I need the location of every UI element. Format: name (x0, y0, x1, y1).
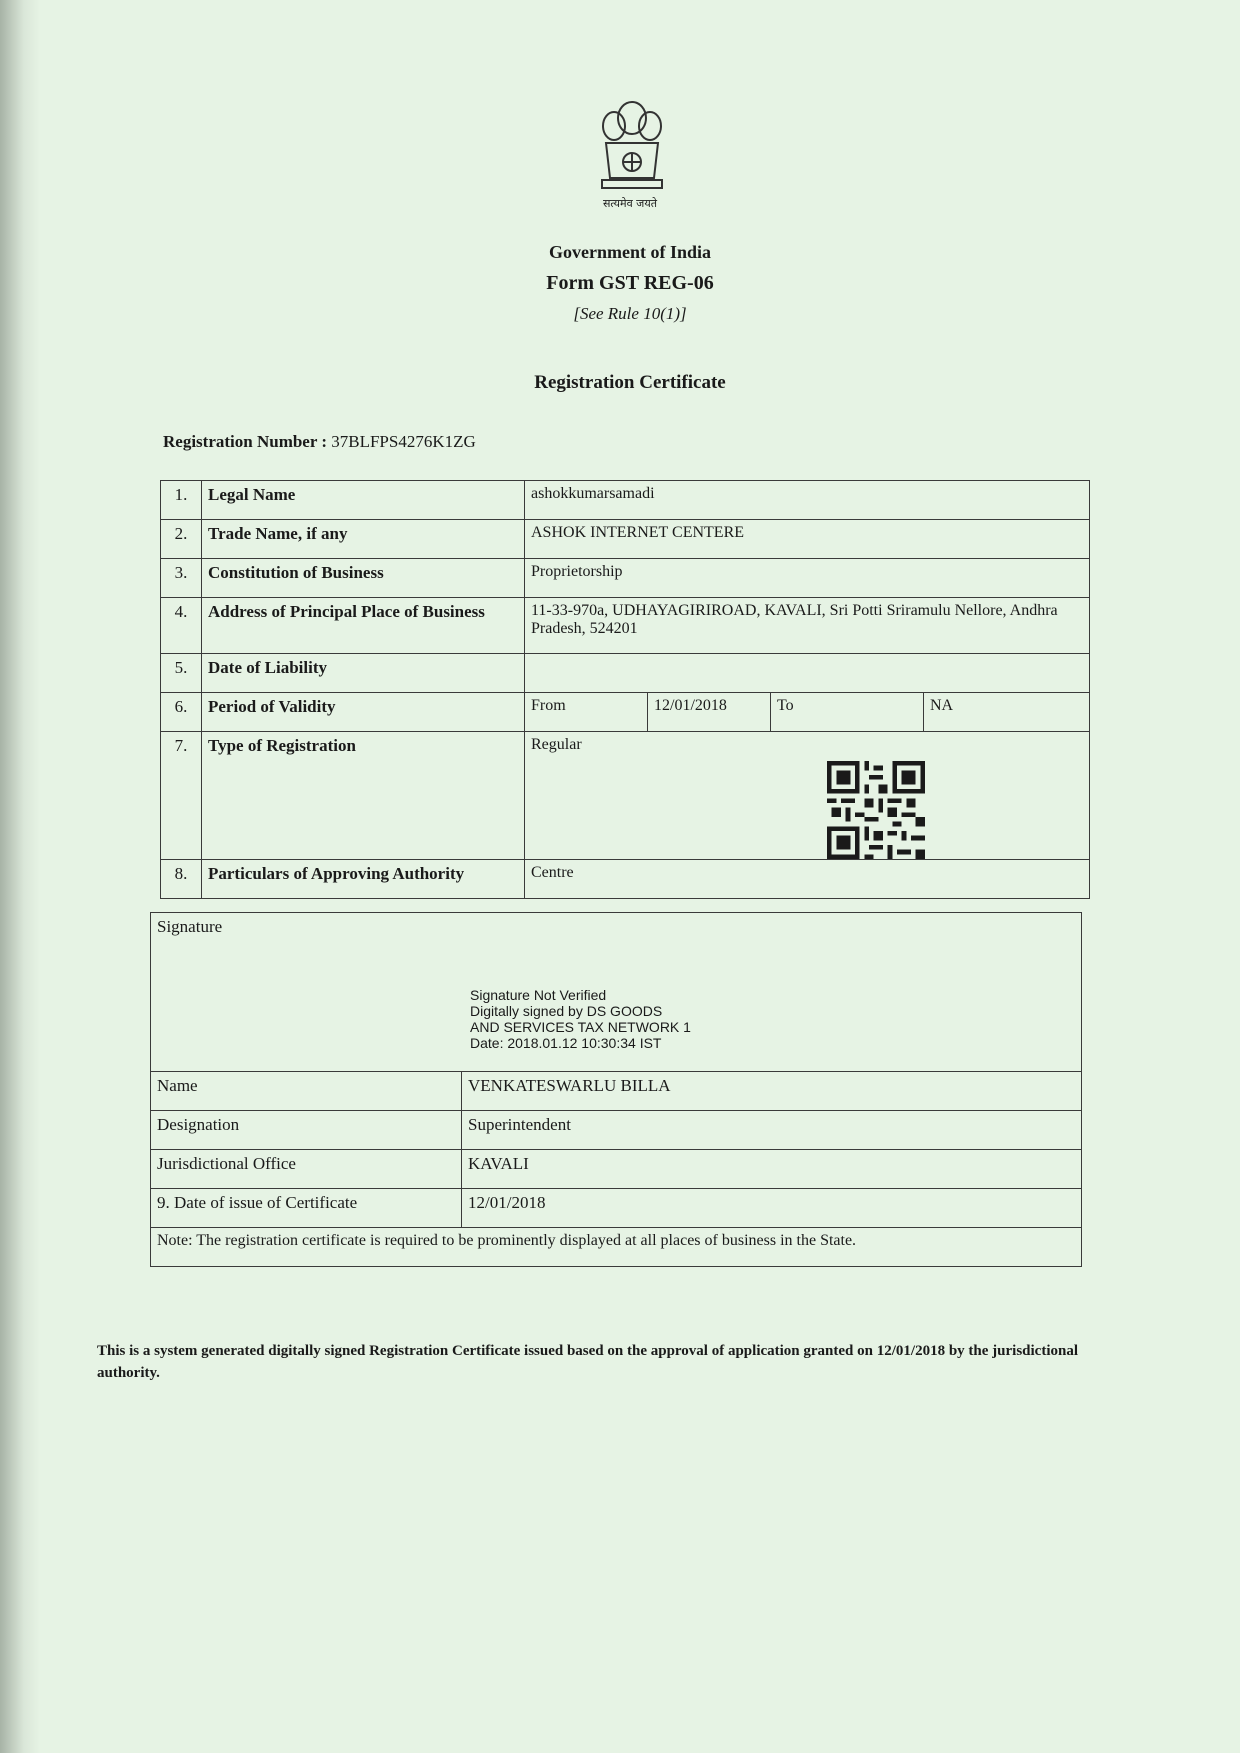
row-label: Period of Validity (202, 693, 525, 732)
table-row (151, 913, 1082, 1072)
table-row (161, 654, 1090, 693)
emblem-motto: सत्यमेव जयते (602, 197, 657, 210)
jurisdictional-office-label: Jurisdictional Office (151, 1150, 462, 1189)
row-number: 7. (161, 732, 202, 860)
table-row (161, 559, 1090, 598)
ashoka-emblem-icon (592, 88, 672, 208)
government-heading: Government of India (549, 242, 711, 262)
signature-signer: Digitally signed by DS GOODS (470, 1003, 663, 1019)
display-note: Note: The registration certificate is required to be prominently displayed at all places of business in the State. (151, 1228, 1082, 1267)
row-label: Particulars of Approving Authority (202, 860, 525, 899)
validity-from-label: From (525, 693, 648, 732)
row-number: 4. (161, 598, 202, 654)
row-label: Date of Liability (202, 654, 525, 693)
form-heading: Form GST REG-06 (546, 272, 714, 294)
address-value: 11-33-970a, UDHAYAGIRIROAD, KAVALI, Sri Potti Sriramulu Nellore, Andhra Pradesh, 524201 (525, 598, 1090, 654)
row-number: 1. (161, 481, 202, 520)
row-number: 6. (161, 693, 202, 732)
table-row (161, 860, 1090, 899)
row-label: Legal Name (202, 481, 525, 520)
signature-label: Signature (157, 917, 223, 936)
scan-shadow (0, 0, 40, 1753)
signature-cell (151, 913, 1082, 1072)
page-title: Registration Certificate (534, 372, 726, 393)
row-label: Constitution of Business (202, 559, 525, 598)
row-number: 8. (161, 860, 202, 899)
table-row (161, 693, 1090, 732)
officer-name-label: Name (151, 1072, 462, 1111)
legal-name-value: ashokkumarsamadi (525, 481, 1090, 520)
signature-status: Signature Not Verified (470, 987, 607, 1003)
date-of-liability-value (525, 654, 1090, 693)
table-row (161, 598, 1090, 654)
validity-to-value: NA (924, 693, 1090, 732)
row-number: 2. (161, 520, 202, 559)
table-row (161, 732, 1090, 860)
registration-number-value: 37BLFPS4276K1ZG (331, 432, 476, 451)
signature-date: Date: 2018.01.12 10:30:34 IST (470, 1035, 662, 1051)
constitution-value: Proprietorship (525, 559, 1090, 598)
trade-name-value: ASHOK INTERNET CENTERE (525, 520, 1090, 559)
jurisdictional-office-value: KAVALI (462, 1150, 1082, 1189)
issue-date-label: 9. Date of issue of Certificate (151, 1189, 462, 1228)
row-label: Type of Registration (202, 732, 525, 860)
rule-reference: [See Rule 10(1)] (573, 304, 687, 323)
qr-code-icon (827, 761, 925, 859)
table-row (151, 1111, 1082, 1150)
issue-date-value: 12/01/2018 (462, 1189, 1082, 1228)
officer-name-value: VENKATESWARLU BILLA (462, 1072, 1082, 1111)
table-row (151, 1228, 1082, 1267)
registration-number (163, 432, 476, 452)
row-number: 5. (161, 654, 202, 693)
signature-signer-org: AND SERVICES TAX NETWORK 1 (470, 1019, 691, 1035)
details-table (160, 480, 1090, 899)
row-number: 3. (161, 559, 202, 598)
registration-number-label: Registration Number : (163, 432, 327, 451)
table-row (151, 1189, 1082, 1228)
registration-type-value: Regular (525, 732, 1090, 860)
digital-signature-block (470, 987, 1075, 1051)
table-row (161, 520, 1090, 559)
validity-from-value: 12/01/2018 (648, 693, 771, 732)
footer-statement: This is a system generated digitally signed Registration Certificate issued based on the approval of application granted on 12/01/2018 by the jurisdictional authority. (97, 1343, 1078, 1381)
row-label: Trade Name, if any (202, 520, 525, 559)
designation-label: Designation (151, 1111, 462, 1150)
row-label: Address of Principal Place of Business (202, 598, 525, 654)
officer-table (150, 912, 1082, 1267)
table-row (151, 1072, 1082, 1111)
table-row (161, 481, 1090, 520)
table-row (151, 1150, 1082, 1189)
validity-to-label: To (771, 693, 924, 732)
designation-value: Superintendent (462, 1111, 1082, 1150)
approving-authority-value: Centre (525, 860, 1090, 899)
